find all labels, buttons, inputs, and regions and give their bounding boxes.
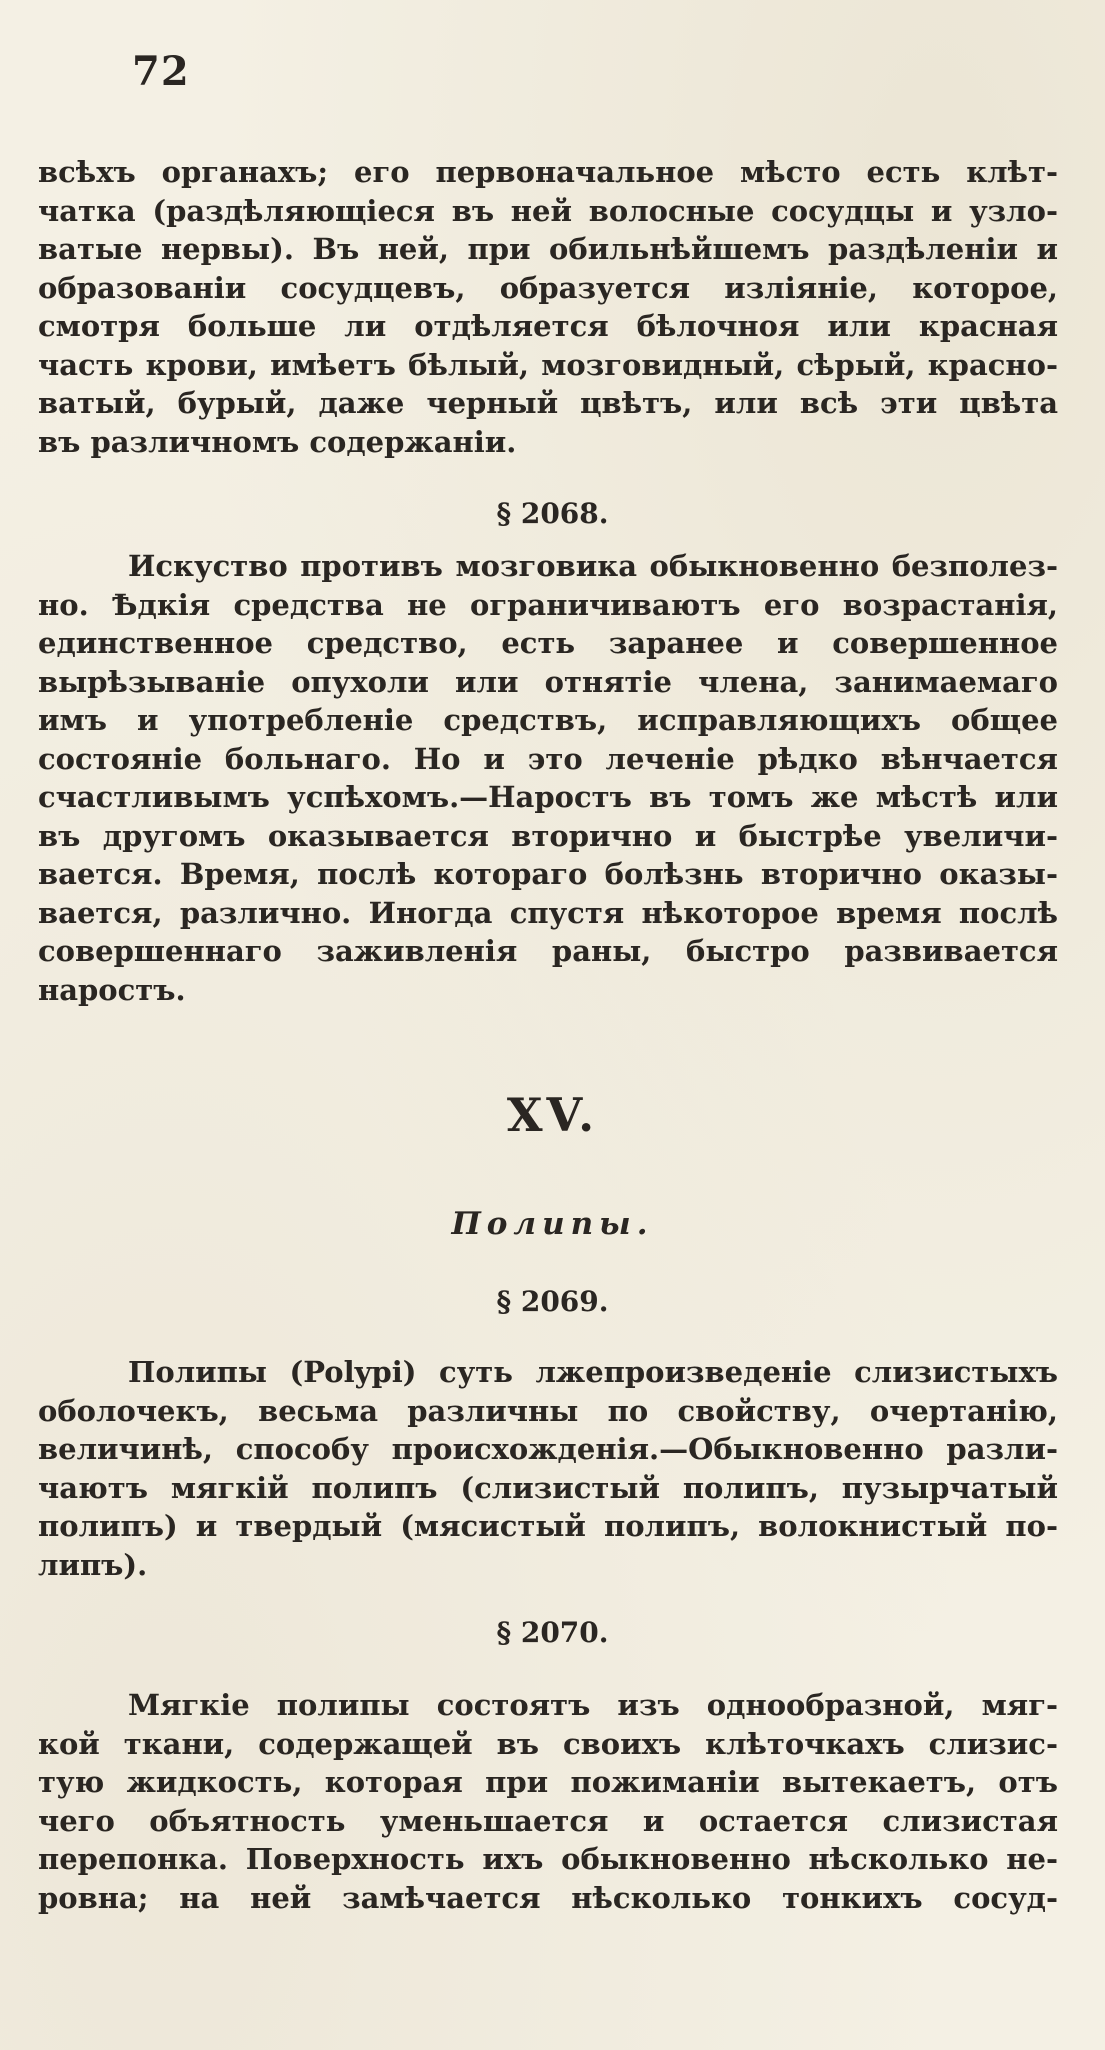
text-line: ровна; на ней замѣчается нѣсколько тонкихъ сосуд- (38, 1880, 1058, 1915)
text-line: Искуство противъ мозговика обыкновенно безполез- (128, 549, 1058, 583)
text-line: чатка (раздѣляющіеся въ ней волосные сосудцы и узло- (38, 193, 1058, 228)
text-line: Полипы (Polypi) суть лжепроизведеніе слизистыхъ (128, 1355, 1058, 1389)
text-line: ватые нервы). Въ ней, при обильнѣйшемъ раздѣленіи и (38, 232, 1058, 266)
text-line: вается, различно. Иногда спустя нѣкоторое время послѣ (38, 895, 1058, 930)
paragraph-2070 (38, 1686, 1058, 1917)
text-line: оболочекъ, весьма различны по свойству, очертанію, (38, 1393, 1058, 1428)
text-line: чаютъ мягкій полипъ (слизистый полипъ, пузырчатый (38, 1470, 1058, 1505)
text-line: всѣхъ органахъ; его первоначальное мѣсто есть клѣт- (38, 155, 1058, 189)
paragraph-continuation (38, 153, 1058, 461)
section-heading-2069: § 2069. (496, 1285, 609, 1318)
paragraph-2069 (38, 1353, 1058, 1584)
text-line: состояніе больнаго. Но и это леченіе рѣдко вѣнчается (38, 741, 1058, 776)
text-line: часть крови, имѣетъ бѣлый, мозговидный, сѣрый, красно- (38, 347, 1058, 382)
text-line: имъ и употребленіе средствъ, исправляющихъ общее (38, 703, 1058, 737)
text-line: ватый, бурый, даже черный цвѣтъ, или всѣ эти цвѣта (38, 386, 1058, 420)
text-line: въ другомъ оказывается вторично и быстрѣе увеличи- (38, 818, 1058, 853)
text-line: образованіи сосудцевъ, образуется изліяніе, которое, (38, 270, 1058, 305)
text-line: перепонка. Поверхность ихъ обыкновенно нѣсколько не- (38, 1842, 1058, 1876)
text-line: совершеннаго заживленія раны, быстро развивается (38, 934, 1058, 968)
text-line: величинѣ, способу происхожденія.—Обыкновенно разли- (38, 1432, 1058, 1466)
text-line: полипъ) и твердый (мясистый полипъ, волокнистый по- (38, 1509, 1058, 1543)
chapter-subtitle: Полипы. (451, 1206, 654, 1242)
text-line: смотря больше ли отдѣляется бѣлочноя или красная (38, 309, 1058, 343)
text-line: кой ткани, содержащей въ своихъ клѣточкахъ слизис- (38, 1726, 1058, 1761)
text-line: липъ). (38, 1547, 148, 1582)
text-line: Мягкіе полипы состоятъ изъ однообразной, мяг- (128, 1688, 1058, 1722)
text-line: чего объятность уменьшается и остается слизистая (38, 1803, 1058, 1838)
paragraph-2068 (38, 547, 1058, 1009)
text-line: но. Ѣдкія средства не ограничиваютъ его возрастанія, (38, 587, 1058, 622)
text-line: счастливымъ успѣхомъ.—Наростъ въ томъ же мѣстѣ или (38, 780, 1058, 814)
text-line: вырѣзываніе опухоли или отнятіе члена, занимаемаго (38, 664, 1058, 699)
text-line: тую жидкость, которая при пожиманіи вытекаетъ, отъ (38, 1765, 1058, 1799)
text-line: наростъ. (38, 972, 186, 1007)
chapter-title: XV. (506, 1088, 599, 1142)
text-line: вается. Время, послѣ котораго болѣзнь вторично оказы- (38, 857, 1058, 891)
page-number: 72 (132, 48, 190, 95)
text-line: единственное средство, есть заранее и совершенное (38, 626, 1058, 660)
text-line: въ различномъ содержаніи. (38, 424, 517, 459)
section-heading-2068: § 2068. (496, 497, 609, 530)
section-heading-2070: § 2070. (496, 1616, 609, 1649)
